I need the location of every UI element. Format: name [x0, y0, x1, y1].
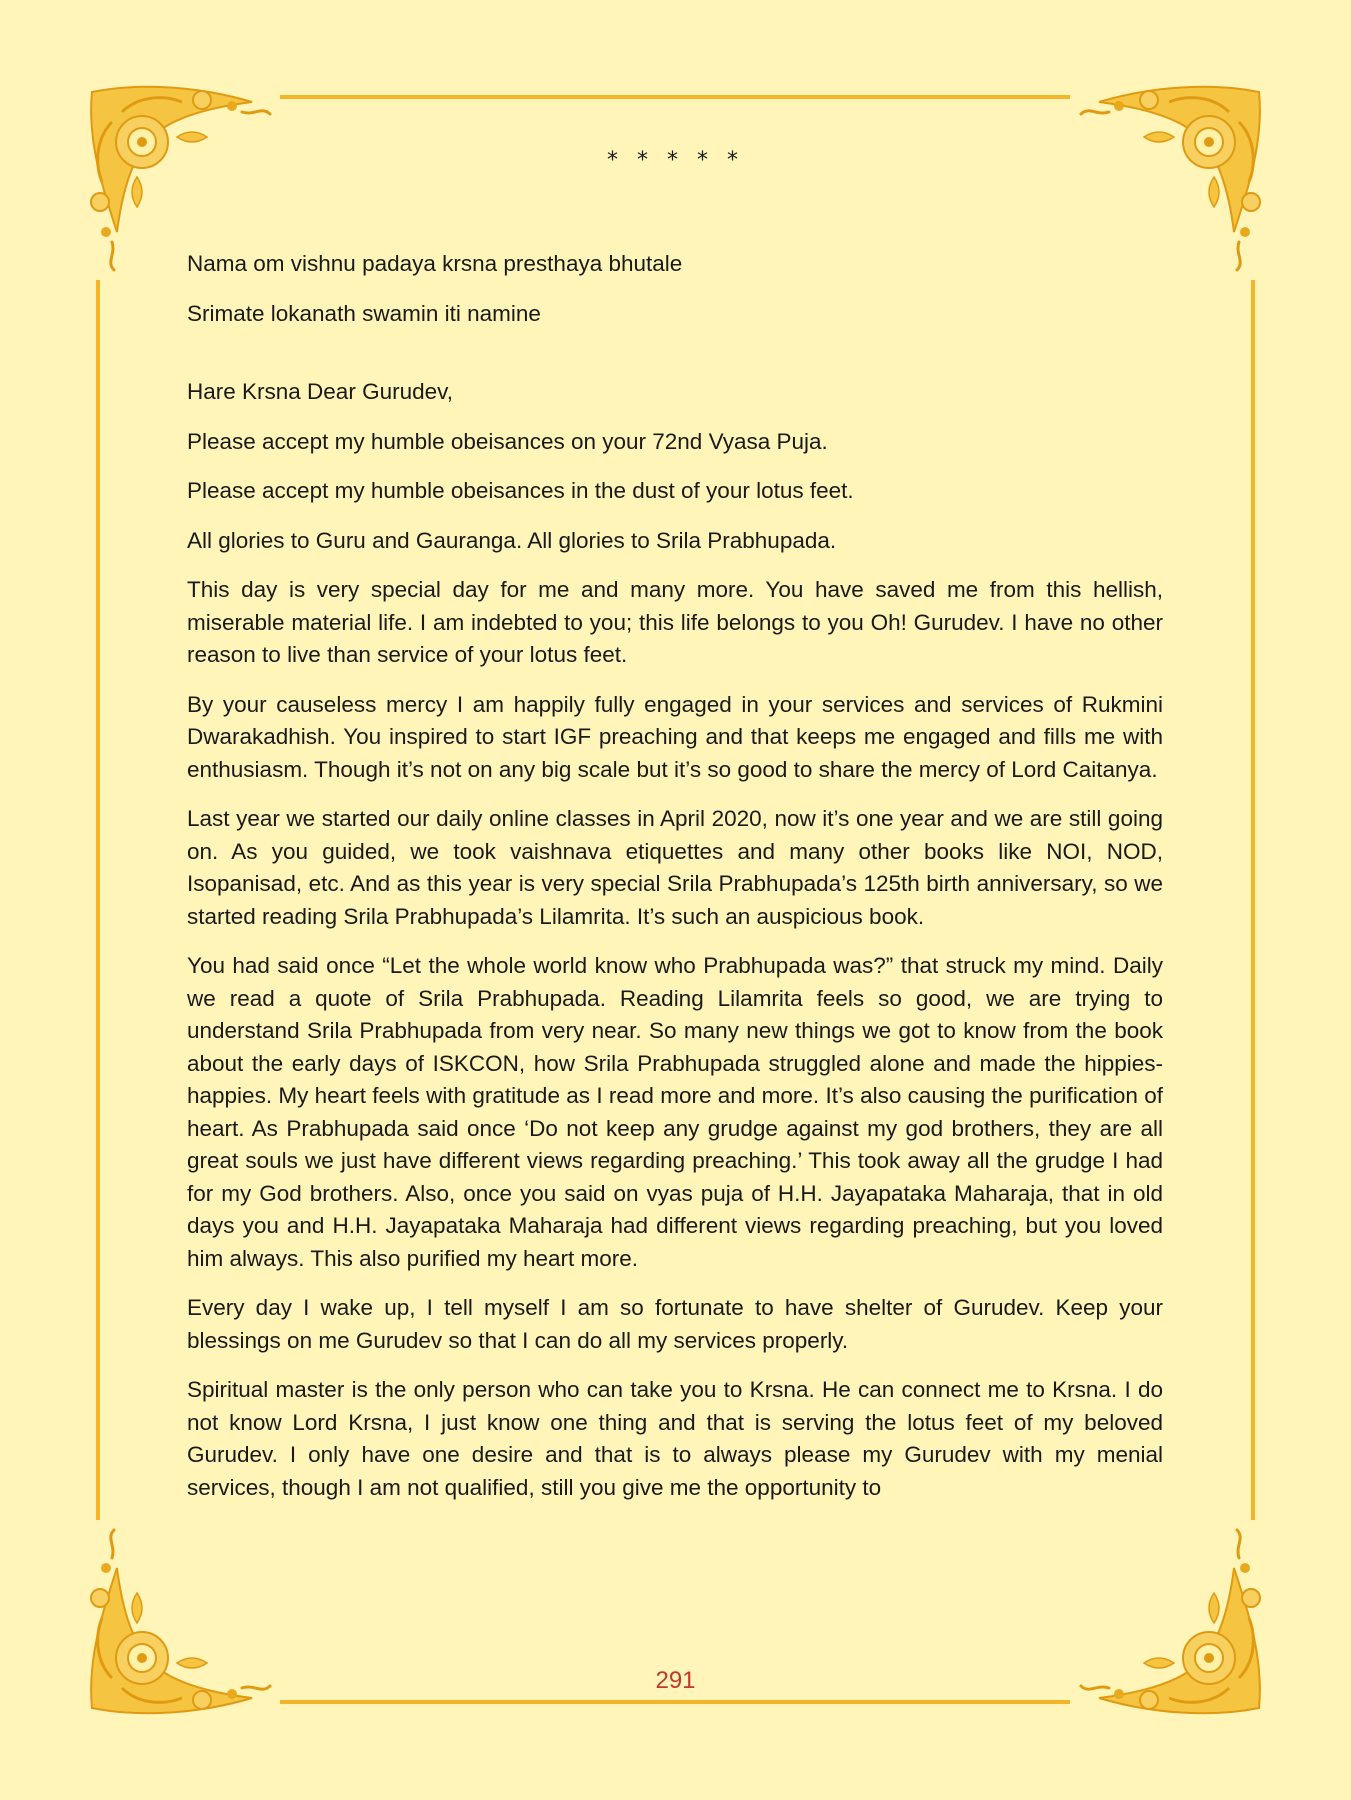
invocation-verse — [187, 248, 1163, 330]
verse-line-1: Nama om vishnu padaya krsna presthaya bhutale — [187, 251, 683, 276]
document-body — [187, 140, 1163, 1521]
section-separator: * * * * * — [607, 148, 744, 173]
paragraph: You had said once “Let the whole world know who Prabhupada was?” that struck my mind. Daily we read a quote of Srila Prabhupada. Reading Lilamrita feels so good, we are trying to understand Srila Prabhupada from very near. So many new things we got to know from the book about the early days of ISKCON, how Srila Prabhupada struggled alone and made the hippies-happies. My heart feels with gratitude as I read more and more. It’s also causing the purification of heart. As Prabhupada said once ‘Do not keep any grudge against my god brothers, they are all great souls we just have different views regarding preaching.’ This took away all the grudge I had for my God brothers. Also, once you said on vyas puja of H.H. Jayapataka Maharaja, that in old days you and H.H. Jayapataka Maharaja had different views regarding preaching, but you loved him always. This also purified my heart more. — [187, 953, 1163, 1271]
page-number: 291 — [655, 1667, 696, 1694]
paragraph: Please accept my humble obeisances on your 72nd Vyasa Puja. — [187, 428, 828, 454]
paragraph: Every day I wake up, I tell myself I am so fortunate to have shelter of Gurudev. Keep your blessings on me Gurudev so that I can do all my services properly. — [187, 1295, 1163, 1353]
paragraph: Please accept my humble obeisances in the dust of your lotus feet. — [187, 478, 854, 503]
paragraph: This day is very special day for me and many more. You have saved me from this hellish, miserable material life. I am indebted to you; this life belongs to you Oh! Gurudev. I have no other reason to live than service of your lotus feet. — [187, 577, 1163, 667]
paragraph: Spiritual master is the only person who can take you to Krsna. He can connect me to Krsna. I do not know Lord Krsna, I just know one thing and that is serving the lotus feet of my beloved Gurudev. I only have one desire and that is to always please my Gurudev with my menial services, though I am not qualified, still you give me the opportunity to — [187, 1377, 1163, 1500]
paragraph: All glories to Guru and Gauranga. All glories to Srila Prabhupada. — [187, 527, 837, 553]
letter — [187, 376, 1163, 1504]
verse-line-2: Srimate lokanath swamin iti namine — [187, 300, 541, 326]
paragraph: By your causeless mercy I am happily fully engaged in your services and services of Rukmini Dwarakadhish. You inspired to start IGF preaching and that keeps me engaged and fills me with enthusiasm. Though it’s not on any big scale but it’s so good to share the mercy of Lord Caitanya. — [187, 691, 1163, 782]
paragraph: Last year we started our daily online classes in April 2020, now it’s one year and we are still going on. As you guided, we took vaishnava etiquettes and many other books like NOI, NOD, Isopanisad, etc. And as this year is very special Srila Prabhupada’s 125th birth anniversary, so we started reading Srila Prabhupada’s Lilamrita. It’s such an auspicious book. — [187, 806, 1163, 929]
greeting: Hare Krsna Dear Gurudev, — [187, 379, 453, 404]
